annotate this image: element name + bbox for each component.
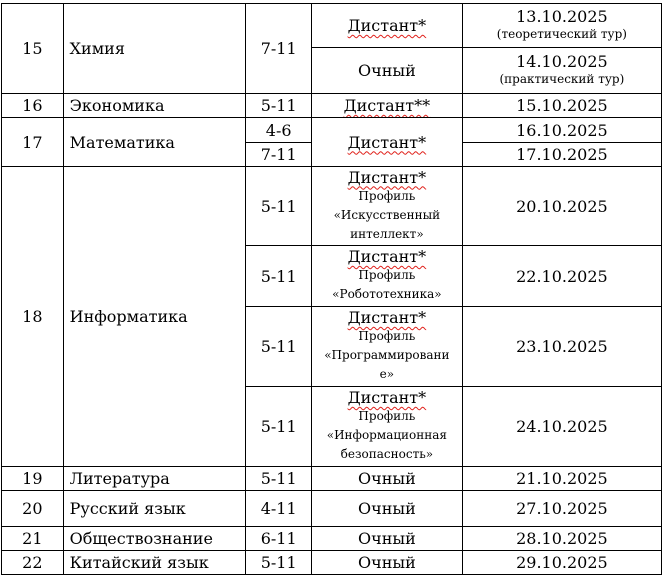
date-value: 20.10.2025 [462,167,661,246]
format-value: Дистант* [347,247,427,266]
date-value: 13.10.2025 [516,7,608,26]
date-value: 22.10.2025 [462,246,661,307]
format-value: Очный [312,491,463,527]
date-value: 16.10.2025 [462,118,661,143]
row-number: 16 [2,94,64,118]
date-value: 28.10.2025 [462,527,661,551]
profile-name: е» [379,367,395,381]
date-value: 23.10.2025 [462,307,661,387]
profile-name: «Искусственный [333,207,441,222]
row-number: 22 [2,551,64,575]
format-value: Дистант* [347,167,427,187]
table-row [2,551,662,575]
format-value: Очный [312,467,463,491]
subject-name: Математика [63,118,246,167]
date-value: 15.10.2025 [462,94,661,118]
grades: 5-11 [246,551,312,575]
profile-name: «Программировани [324,348,450,362]
format-cell [312,307,463,387]
format-value: Очный [312,527,463,551]
format-value: Дистант* [347,16,427,35]
table-row [2,167,662,246]
table-row [2,491,662,527]
format-cell [312,246,463,307]
subject-name: Русский язык [63,491,246,527]
date-value: 27.10.2025 [462,491,661,527]
subject-name: Обществознание [63,527,246,551]
date-value: 29.10.2025 [462,551,661,575]
grades: 5-11 [246,467,312,491]
profile-label: Профиль [358,409,416,423]
format-cell [312,118,463,167]
row-number: 17 [2,118,64,167]
profile-name: интеллект» [350,226,424,241]
table-row [2,467,662,491]
format-value: Дистант** [343,96,431,115]
format-cell [312,167,463,246]
olympiad-schedule-table [1,3,662,575]
format-value: Дистант* [347,388,427,407]
subject-name: Химия [63,4,246,94]
date-cell [462,4,661,48]
grades: 4-11 [246,491,312,527]
row-number: 15 [2,4,64,94]
date-value: 14.10.2025 [516,52,608,71]
format-value: Очный [358,61,416,80]
row-number: 20 [2,491,64,527]
profile-name: безопасность» [340,447,434,461]
grades: 5-11 [246,387,312,467]
table-row [2,94,662,118]
date-value: 24.10.2025 [462,387,661,467]
subject-name: Литература [63,467,246,491]
format-value: Дистант* [347,308,427,327]
format-cell [312,4,463,48]
profile-name: «Информационная [326,428,448,442]
table-row [2,118,662,143]
row-number: 19 [2,467,64,491]
profile-label: Профиль [358,188,416,203]
row-number: 21 [2,527,64,551]
format-cell [312,48,463,94]
grades: 6-11 [246,527,312,551]
date-cell [462,48,661,94]
grades: 5-11 [246,167,312,246]
grades: 5-11 [246,246,312,307]
grades: 7-11 [246,4,312,94]
row-number: 18 [2,167,64,467]
subject-name: Информатика [63,167,246,467]
format-cell [312,94,463,118]
grades: 5-11 [246,94,312,118]
grades: 5-11 [246,307,312,387]
date-note: (теоретический тур) [496,27,627,41]
format-cell [312,387,463,467]
profile-label: Профиль [358,329,416,343]
profile-name: «Робототехника» [332,287,442,301]
profile-label: Профиль [358,268,416,282]
table-row [2,4,662,48]
subject-name: Экономика [63,94,246,118]
date-note: (практический тур) [499,72,625,86]
date-value: 17.10.2025 [462,143,661,167]
grades: 7-11 [246,143,312,167]
grades: 4-6 [246,118,312,143]
subject-name: Китайский язык [63,551,246,575]
format-value: Очный [312,551,463,575]
date-value: 21.10.2025 [462,467,661,491]
format-value: Дистант* [347,132,427,152]
table-row [2,527,662,551]
